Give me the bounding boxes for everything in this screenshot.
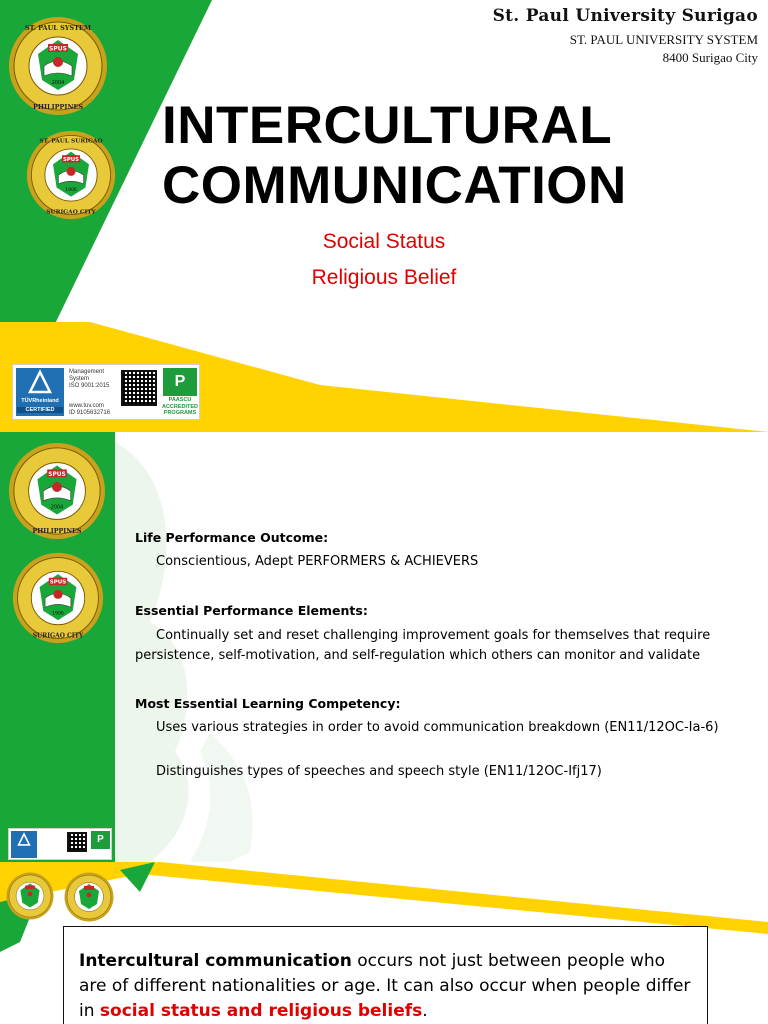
svg-text:SURIGAO CITY: SURIGAO CITY [32,632,84,640]
svg-text:SURIGAO CITY: SURIGAO CITY [46,209,96,216]
tuv-triangle-icon [16,368,64,398]
spus-surigao-seal [64,872,114,922]
tuv-triangle-icon [11,831,37,849]
slide-title [162,96,627,216]
svg-text:SPUS: SPUS [48,471,66,478]
definition-text: occurs not just between people who are of different nationalities or age. It can also occur when people differ in [79,951,691,1021]
svg-text:SPUS: SPUS [62,157,80,164]
svg-text:ST. PAUL SURIGAO: ST. PAUL SURIGAO [39,138,103,145]
certification-badge [12,364,200,420]
lpo-heading: Life Performance Outcome: [135,530,329,545]
melc-item-2: Distinguishes types of speeches and speech style (EN11/12OC-Ifj17) [156,764,602,779]
university-system: ST. PAUL UNIVERSITY SYSTEM [569,32,758,47]
spus-surigao-seal [26,130,116,220]
definition-highlight: social status and religious beliefs [99,1001,423,1021]
melc-item-1: Uses various strategies in order to avoid communication breakdown (EN11/12OC-Ia-6) [156,720,719,735]
spus-system-seal [8,442,106,540]
title-slide [0,0,768,432]
title-line-1: INTERCULTURAL [162,96,613,155]
melc-heading: Most Essential Learning Competency: [135,696,401,711]
svg-text:SPUS: SPUS [49,45,67,53]
svg-text:PHILIPPINES: PHILIPPINES [32,103,84,111]
svg-text:PHILIPPINES: PHILIPPINES [32,527,82,536]
paascu-logo: P [91,831,110,849]
spus-system-seal [6,872,54,920]
svg-text:1906: 1906 [52,611,64,617]
definition-end: . [422,1001,428,1021]
spus-system-seal [8,16,108,116]
spus-surigao-seal [12,552,104,644]
paascu-text: PAASCU ACCREDITED PROGRAMS [161,397,199,416]
subtitle-social-status: Social Status [322,230,446,253]
outcomes-slide [0,432,768,862]
university-name: St. Paul University Surigao [492,6,758,26]
lpo-text: Conscientious, Adept PERFORMERS & ACHIEVERS [156,554,479,569]
subtitle-religious-belief: Religious Belief [311,266,457,289]
definition-textbox [63,926,708,1024]
epe-heading: Essential Performance Elements: [135,603,368,618]
tuv-logo [11,831,37,858]
qr-code-icon [67,832,87,852]
svg-text:SPUS: SPUS [49,579,67,586]
certification-badge [8,828,112,860]
qr-code-icon [121,370,157,406]
svg-text:1906: 1906 [65,188,77,194]
title-line-2: COMMUNICATION [162,156,627,215]
svg-text:ST. PAUL SYSTEM: ST. PAUL SYSTEM [24,24,92,32]
university-city: 8400 Surigao City [662,50,758,65]
definition-slide [0,862,768,1024]
definition-term: Intercultural communication [79,951,352,971]
cert-lines: Management System ISO 9001:2015 [69,369,110,389]
tuv-logo: TÜVRheinland CERTIFIED [16,368,64,416]
cert-web: www.tuv.com ID 9105632716 [69,403,111,416]
paascu-logo: P [163,368,197,396]
epe-text: Continually set and reset challenging improvement goals for themselves that require persistence, self-motivation, and self-regulation which others can monitor and validate [135,628,711,663]
svg-text:2004: 2004 [51,80,65,86]
svg-text:2004: 2004 [50,504,64,511]
